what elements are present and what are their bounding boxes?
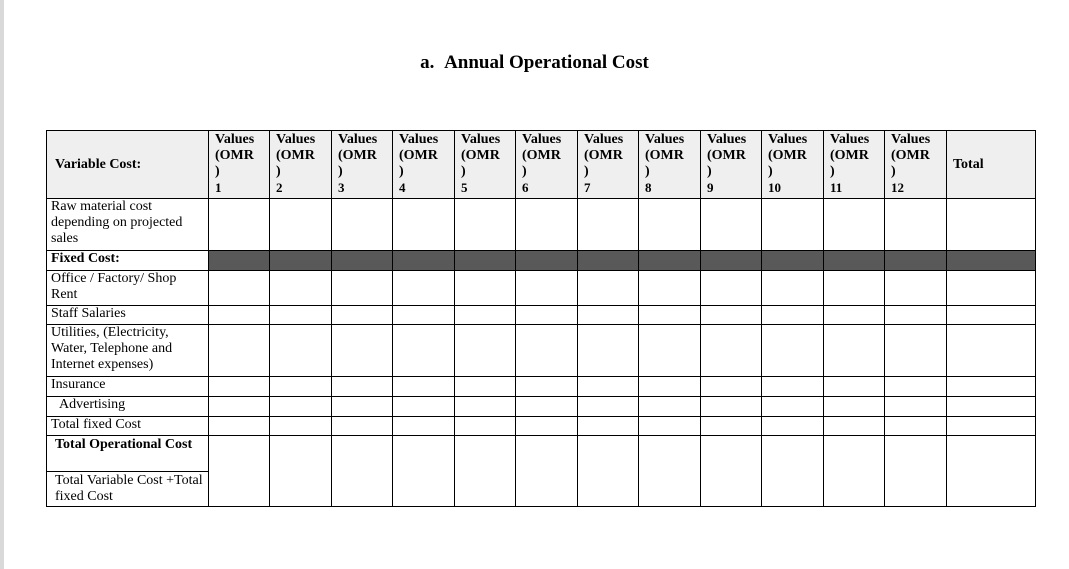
- header-month-7: Values (OMR ) 7: [578, 131, 639, 199]
- row-label-raw-material: Raw material cost depending on projected sales: [47, 199, 209, 251]
- header-month-12: Values (OMR ) 12: [885, 131, 947, 199]
- cell[interactable]: [393, 306, 455, 325]
- cell[interactable]: [947, 417, 1036, 436]
- cell[interactable]: [947, 306, 1036, 325]
- cell[interactable]: [885, 397, 947, 417]
- cell[interactable]: [701, 397, 762, 417]
- cell[interactable]: [701, 199, 762, 251]
- cell[interactable]: [885, 436, 947, 507]
- cell[interactable]: [639, 377, 701, 397]
- cell[interactable]: [455, 397, 516, 417]
- row-label-total-operational: [47, 436, 209, 507]
- cell[interactable]: [885, 377, 947, 397]
- cell[interactable]: [824, 199, 885, 251]
- cell[interactable]: [824, 417, 885, 436]
- cell[interactable]: [639, 199, 701, 251]
- cell[interactable]: [516, 397, 578, 417]
- cell[interactable]: [455, 306, 516, 325]
- cell[interactable]: [270, 325, 332, 377]
- shaded-cell: [270, 251, 332, 271]
- cell[interactable]: [332, 325, 393, 377]
- cell[interactable]: [824, 397, 885, 417]
- row-label-rent: Office / Factory/ Shop Rent: [47, 271, 209, 306]
- cell[interactable]: [824, 325, 885, 377]
- cell[interactable]: [701, 271, 762, 306]
- cell[interactable]: [762, 199, 824, 251]
- cell[interactable]: [639, 417, 701, 436]
- row-label-advertising: Advertising: [47, 397, 209, 417]
- row-total-operational: [47, 436, 1036, 507]
- cell[interactable]: [332, 271, 393, 306]
- cell[interactable]: [701, 325, 762, 377]
- header-row: [47, 131, 1036, 199]
- shaded-cell: [885, 251, 947, 271]
- header-month-8: Values (OMR ) 8: [639, 131, 701, 199]
- cell[interactable]: [578, 306, 639, 325]
- row-salaries: [47, 306, 1036, 325]
- cell[interactable]: [209, 199, 270, 251]
- cell[interactable]: [332, 377, 393, 397]
- total-formula-label: Total Variable Cost +Total fixed Cost: [47, 471, 208, 506]
- cell[interactable]: [393, 436, 455, 507]
- cell[interactable]: [516, 306, 578, 325]
- cell[interactable]: [639, 271, 701, 306]
- cell[interactable]: [947, 436, 1036, 507]
- cell[interactable]: [393, 377, 455, 397]
- cell[interactable]: [762, 325, 824, 377]
- cell[interactable]: [209, 325, 270, 377]
- header-month-11: Values (OMR ) 11: [824, 131, 885, 199]
- header-month-10: Values (OMR ) 10: [762, 131, 824, 199]
- row-utilities: [47, 325, 1036, 377]
- title-text: Annual Operational Cost: [444, 52, 649, 73]
- row-rent: [47, 271, 1036, 306]
- row-label-total-fixed: Total fixed Cost: [47, 417, 209, 436]
- cell[interactable]: [270, 377, 332, 397]
- cell[interactable]: [332, 417, 393, 436]
- cell[interactable]: [639, 397, 701, 417]
- header-month-6: Values (OMR ) 6: [516, 131, 578, 199]
- cell[interactable]: [455, 271, 516, 306]
- cell[interactable]: [701, 417, 762, 436]
- cell[interactable]: [270, 397, 332, 417]
- cell[interactable]: [516, 377, 578, 397]
- cell[interactable]: [762, 377, 824, 397]
- cell[interactable]: [516, 417, 578, 436]
- cell[interactable]: [209, 377, 270, 397]
- row-raw-material: [47, 199, 1036, 251]
- title-number: a.: [420, 52, 435, 73]
- header-total: Total: [947, 131, 1036, 199]
- row-label-insurance: Insurance: [47, 377, 209, 397]
- cell[interactable]: [639, 306, 701, 325]
- cell[interactable]: [762, 436, 824, 507]
- header-month-5: Values (OMR ) 5: [455, 131, 516, 199]
- cell[interactable]: [516, 325, 578, 377]
- shaded-cell: [762, 251, 824, 271]
- header-month-2: Values (OMR ) 2: [270, 131, 332, 199]
- cell[interactable]: [762, 417, 824, 436]
- cell[interactable]: [885, 417, 947, 436]
- cell[interactable]: [824, 377, 885, 397]
- cell[interactable]: [578, 397, 639, 417]
- shaded-cell: [824, 251, 885, 271]
- cell[interactable]: [455, 325, 516, 377]
- cell[interactable]: [270, 306, 332, 325]
- cell[interactable]: [824, 271, 885, 306]
- cell[interactable]: [885, 325, 947, 377]
- cell[interactable]: [762, 397, 824, 417]
- cell[interactable]: [393, 199, 455, 251]
- cell[interactable]: [947, 325, 1036, 377]
- cell[interactable]: [270, 436, 332, 507]
- cell[interactable]: [209, 436, 270, 507]
- shaded-cell: [578, 251, 639, 271]
- row-label-utilities: Utilities, (Electricity, Water, Telephone and Internet expenses): [47, 325, 209, 377]
- shaded-cell: [516, 251, 578, 271]
- cell[interactable]: [270, 199, 332, 251]
- shaded-cell: [947, 251, 1036, 271]
- row-advertising: [47, 397, 1036, 417]
- cell[interactable]: [947, 377, 1036, 397]
- cell[interactable]: [885, 306, 947, 325]
- row-label-fixed-cost: Fixed Cost:: [47, 251, 209, 271]
- cell[interactable]: [209, 417, 270, 436]
- page-left-edge: [0, 0, 4, 569]
- cell[interactable]: [639, 325, 701, 377]
- header-month-1: Values (OMR ) 1: [209, 131, 270, 199]
- row-total-fixed: [47, 417, 1036, 436]
- header-month-3: Values (OMR ) 3: [332, 131, 393, 199]
- row-label-salaries: Staff Salaries: [47, 306, 209, 325]
- header-month-4: Values (OMR ) 4: [393, 131, 455, 199]
- cell[interactable]: [332, 436, 393, 507]
- cell[interactable]: [578, 436, 639, 507]
- cell[interactable]: [455, 377, 516, 397]
- cell[interactable]: [947, 397, 1036, 417]
- cell[interactable]: [332, 397, 393, 417]
- cell[interactable]: [393, 271, 455, 306]
- header-variable-cost: Variable Cost:: [47, 131, 209, 199]
- cell[interactable]: [701, 377, 762, 397]
- cell[interactable]: [270, 271, 332, 306]
- cell[interactable]: [578, 417, 639, 436]
- cell[interactable]: [455, 436, 516, 507]
- row-fixed-cost: [47, 251, 1036, 271]
- cell[interactable]: [209, 271, 270, 306]
- page-title: [0, 52, 1069, 74]
- shaded-cell: [639, 251, 701, 271]
- header-month-9: Values (OMR ) 9: [701, 131, 762, 199]
- cell[interactable]: [455, 199, 516, 251]
- cell[interactable]: [578, 325, 639, 377]
- cell[interactable]: [516, 271, 578, 306]
- shaded-cell: [455, 251, 516, 271]
- row-insurance: [47, 377, 1036, 397]
- cell[interactable]: [762, 306, 824, 325]
- cell[interactable]: [762, 271, 824, 306]
- cell[interactable]: [516, 199, 578, 251]
- cell[interactable]: [947, 271, 1036, 306]
- shaded-cell: [393, 251, 455, 271]
- cell[interactable]: [885, 199, 947, 251]
- cell[interactable]: [393, 397, 455, 417]
- cell[interactable]: [578, 271, 639, 306]
- cell[interactable]: [885, 271, 947, 306]
- cell[interactable]: [578, 377, 639, 397]
- total-operational-label: Total Operational Cost: [55, 437, 193, 452]
- cell[interactable]: [393, 417, 455, 436]
- cell[interactable]: [209, 397, 270, 417]
- cell[interactable]: [332, 199, 393, 251]
- shaded-cell: [701, 251, 762, 271]
- cell[interactable]: [332, 306, 393, 325]
- shaded-cell: [209, 251, 270, 271]
- cell[interactable]: [209, 306, 270, 325]
- cell[interactable]: [455, 417, 516, 436]
- shaded-cell: [332, 251, 393, 271]
- cell[interactable]: [824, 436, 885, 507]
- cell[interactable]: [701, 436, 762, 507]
- cell[interactable]: [516, 436, 578, 507]
- cell[interactable]: [270, 417, 332, 436]
- cell[interactable]: [824, 306, 885, 325]
- cell[interactable]: [701, 306, 762, 325]
- cell[interactable]: [578, 199, 639, 251]
- cell[interactable]: [947, 199, 1036, 251]
- cell[interactable]: [639, 436, 701, 507]
- cell[interactable]: [393, 325, 455, 377]
- annual-cost-table: [46, 130, 1036, 507]
